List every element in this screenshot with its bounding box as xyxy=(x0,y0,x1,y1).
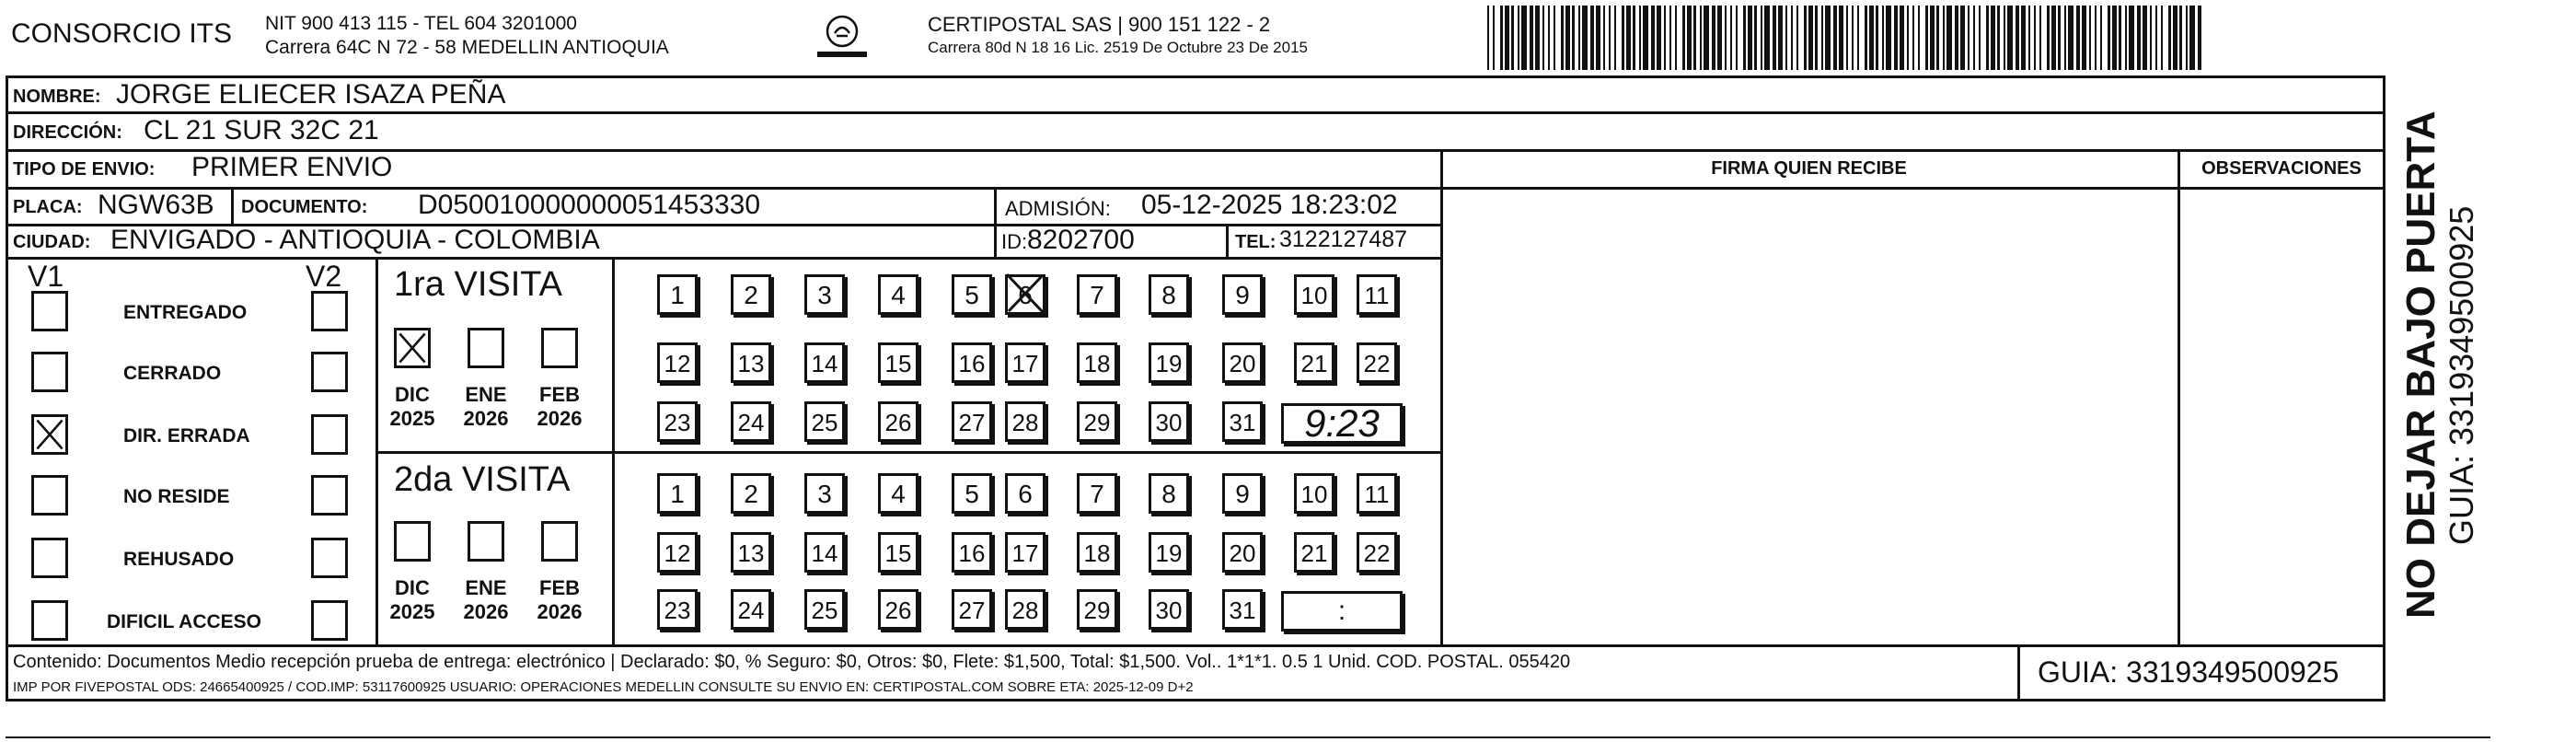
first-visit-day[interactable]: 20 xyxy=(1222,342,1263,383)
first-visit-time[interactable]: 9:23 xyxy=(1281,403,1403,444)
recipient-name: JORGE ELIECER ISAZA PEÑA xyxy=(116,79,506,110)
signature-area[interactable] xyxy=(1443,190,2176,643)
month-checkbox[interactable] xyxy=(394,328,431,368)
second-visit-day[interactable]: 19 xyxy=(1149,532,1189,573)
second-visit-day[interactable]: 14 xyxy=(804,532,845,573)
v2-checkbox[interactable] xyxy=(311,352,348,392)
first-visit-day[interactable]: 28 xyxy=(1005,401,1045,442)
v1-checkbox[interactable] xyxy=(31,538,68,578)
first-visit-day[interactable]: 21 xyxy=(1294,342,1334,383)
second-visit-day[interactable]: 23 xyxy=(657,589,698,630)
second-visit-day[interactable]: 20 xyxy=(1222,532,1263,573)
month-label: FEB 2026 xyxy=(537,383,583,430)
v1-checkbox[interactable] xyxy=(31,414,68,455)
first-visit-day[interactable]: 3 xyxy=(804,274,845,315)
barcode xyxy=(1485,6,2203,70)
recipient-address: CL 21 SUR 32C 21 xyxy=(144,115,379,145)
first-visit-day[interactable]: 1 xyxy=(657,274,698,315)
first-visit-day[interactable]: 31 xyxy=(1222,401,1263,442)
month-checkbox[interactable] xyxy=(394,521,431,562)
shipment-type: PRIMER ENVIO xyxy=(191,152,393,182)
second-visit-day[interactable]: 16 xyxy=(952,532,992,573)
first-visit-day[interactable]: 7 xyxy=(1077,274,1117,315)
second-visit-day[interactable]: 1 xyxy=(657,473,698,514)
month-checkbox[interactable] xyxy=(541,328,578,368)
first-visit-day[interactable]: 11 xyxy=(1357,274,1397,315)
first-visit-day[interactable]: 16 xyxy=(952,342,992,383)
second-visit-day[interactable]: 24 xyxy=(731,589,771,630)
second-visit-day[interactable]: 2 xyxy=(731,473,771,514)
month-label: ENE 2026 xyxy=(463,576,509,623)
second-visit-day[interactable]: 27 xyxy=(952,589,992,630)
company-line-1: NIT 900 413 115 - TEL 604 3201000 xyxy=(265,13,577,34)
second-visit-day[interactable]: 26 xyxy=(878,589,918,630)
first-visit-day[interactable]: 29 xyxy=(1077,401,1117,442)
v2-checkbox[interactable] xyxy=(311,475,348,516)
status-label: CERRADO xyxy=(123,363,222,384)
second-visit-day[interactable]: 18 xyxy=(1077,532,1117,573)
shipment-type-label: TIPO DE ENVIO: xyxy=(13,159,156,180)
day-cross-mark xyxy=(1001,269,1049,319)
status-label: REHUSADO xyxy=(123,549,235,570)
first-visit-title: 1ra VISITA xyxy=(394,265,563,304)
status-label: DIFICIL ACCESO xyxy=(107,611,262,632)
first-visit-day[interactable]: 30 xyxy=(1149,401,1189,442)
second-visit-day[interactable]: 9 xyxy=(1222,473,1263,514)
id-label: ID: xyxy=(1001,230,1028,253)
first-visit-day[interactable]: 9 xyxy=(1222,274,1263,315)
first-visit-day[interactable]: 5 xyxy=(952,274,992,315)
second-visit-day[interactable]: 12 xyxy=(657,532,698,573)
first-visit-day[interactable]: 6 xyxy=(1005,274,1045,315)
observations-label: OBSERVACIONES xyxy=(2201,158,2362,179)
second-visit-day[interactable]: 11 xyxy=(1357,473,1397,514)
footer-content: Contenido: Documentos Medio recepción prueba de entrega: electrónico | Declarado: $0, % Seguro: $0, Otros: $0, Flete: $1,500, Total: $1,500. Vol.. 1*1*1. 0.5 1 Unid. COD. POSTAL. 055420 xyxy=(13,652,1571,672)
second-visit-day[interactable]: 5 xyxy=(952,473,992,514)
first-visit-day[interactable]: 19 xyxy=(1149,342,1189,383)
address-label: DIRECCIÓN: xyxy=(13,122,122,143)
second-visit-day[interactable]: 8 xyxy=(1149,473,1189,514)
certipostal-logo xyxy=(810,11,874,66)
second-visit-time[interactable]: : xyxy=(1281,591,1403,632)
second-visit-day[interactable]: 10 xyxy=(1294,473,1334,514)
status-label: DIR. ERRADA xyxy=(123,425,250,446)
v2-header: V2 xyxy=(306,260,342,293)
first-visit-day[interactable]: 8 xyxy=(1149,274,1189,315)
second-visit-day[interactable]: 3 xyxy=(804,473,845,514)
v1-checkbox[interactable] xyxy=(31,475,68,516)
month-label: ENE 2026 xyxy=(463,383,509,430)
v2-checkbox[interactable] xyxy=(311,291,348,331)
first-visit-day[interactable]: 15 xyxy=(878,342,918,383)
v1-checkbox[interactable] xyxy=(31,352,68,392)
carrier-line-1: CERTIPOSTAL SAS | 900 151 122 - 2 xyxy=(928,13,1271,36)
first-visit-day[interactable]: 12 xyxy=(657,342,698,383)
second-visit-day[interactable]: 30 xyxy=(1149,589,1189,630)
second-visit-day[interactable]: 22 xyxy=(1357,532,1397,573)
second-visit-day[interactable]: 31 xyxy=(1222,589,1263,630)
second-visit-day[interactable]: 29 xyxy=(1077,589,1117,630)
second-visit-day[interactable]: 21 xyxy=(1294,532,1334,573)
first-visit-day[interactable]: 27 xyxy=(952,401,992,442)
first-visit-day[interactable]: 23 xyxy=(657,401,698,442)
carrier-line-2: Carrera 80d N 18 16 Lic. 2519 De Octubre 23 De 2015 xyxy=(928,39,1308,56)
document-label: DOCUMENTO: xyxy=(241,197,368,217)
v1-header: V1 xyxy=(28,260,64,293)
observations-area[interactable] xyxy=(2180,190,2384,643)
second-visit-day[interactable]: 4 xyxy=(878,473,918,514)
id-value: 8202700 xyxy=(1027,225,1135,255)
signature-label: FIRMA QUIEN RECIBE xyxy=(1711,158,1907,179)
name-label: NOMBRE: xyxy=(13,87,101,107)
first-visit-day[interactable]: 22 xyxy=(1357,342,1397,383)
month-checkbox[interactable] xyxy=(468,521,504,562)
second-visit-day[interactable]: 17 xyxy=(1005,532,1045,573)
second-visit-day[interactable]: 6 xyxy=(1005,473,1045,514)
status-label: NO RESIDE xyxy=(123,486,230,507)
first-visit-day[interactable]: 24 xyxy=(731,401,771,442)
plate-value: NGW63B xyxy=(98,190,214,220)
document-value: D050010000000051453330 xyxy=(418,190,761,220)
v2-checkbox[interactable] xyxy=(311,600,348,641)
v2-checkbox[interactable] xyxy=(311,538,348,578)
city-value: ENVIGADO - ANTIOQUIA - COLOMBIA xyxy=(110,225,600,255)
first-visit-day[interactable]: 18 xyxy=(1077,342,1117,383)
admission-label: ADMISIÓN: xyxy=(1005,197,1111,220)
first-visit-day[interactable]: 10 xyxy=(1294,274,1334,315)
status-label: ENTREGADO xyxy=(123,302,248,323)
v1-checkbox[interactable] xyxy=(31,291,68,331)
second-visit-day[interactable]: 7 xyxy=(1077,473,1117,514)
first-visit-day[interactable]: 2 xyxy=(731,274,771,315)
admission-value: 05-12-2025 18:23:02 xyxy=(1141,190,1398,220)
side-guia: GUIA: 3319349500925 xyxy=(2443,205,2480,545)
month-checkbox[interactable] xyxy=(541,521,578,562)
first-visit-day[interactable]: 25 xyxy=(804,401,845,442)
company-name: CONSORCIO ITS xyxy=(11,18,233,49)
v1-checkbox[interactable] xyxy=(31,600,68,641)
first-visit-day[interactable]: 13 xyxy=(731,342,771,383)
v2-checkbox[interactable] xyxy=(311,414,348,455)
second-visit-day[interactable]: 25 xyxy=(804,589,845,630)
second-visit-day[interactable]: 28 xyxy=(1005,589,1045,630)
plate-label: PLACA: xyxy=(13,197,83,217)
month-label: DIC 2025 xyxy=(389,383,435,430)
city-label: CIUDAD: xyxy=(13,232,91,252)
first-visit-day[interactable]: 4 xyxy=(878,274,918,315)
second-visit-day[interactable]: 13 xyxy=(731,532,771,573)
tel-value: 3122127487 xyxy=(1279,226,1408,252)
company-line-2: Carrera 64C N 72 - 58 MEDELLIN ANTIOQUIA xyxy=(265,37,669,58)
tel-label: TEL: xyxy=(1235,232,1276,252)
month-label: FEB 2026 xyxy=(537,576,583,623)
side-warning: NO DEJAR BAJO PUERTA xyxy=(2398,110,2443,619)
footer-imp: IMP POR FIVEPOSTAL ODS: 24665400925 / COD.IMP: 53117600925 USUARIO: OPERACIONES MEDELLIN CONSULTE SU ENVIO EN: CERTIPOSTAL.COM SOBRE ETA: 2025-12-09 D+2 xyxy=(13,679,1194,695)
second-visit-day[interactable]: 15 xyxy=(878,532,918,573)
month-checkbox[interactable] xyxy=(468,328,504,368)
month-label: DIC 2025 xyxy=(389,576,435,623)
first-visit-day[interactable]: 26 xyxy=(878,401,918,442)
first-visit-day[interactable]: 14 xyxy=(804,342,845,383)
first-visit-day[interactable]: 17 xyxy=(1005,342,1045,383)
footer-guia: GUIA: 3319349500925 xyxy=(2038,655,2339,689)
second-visit-title: 2da VISITA xyxy=(394,460,571,499)
